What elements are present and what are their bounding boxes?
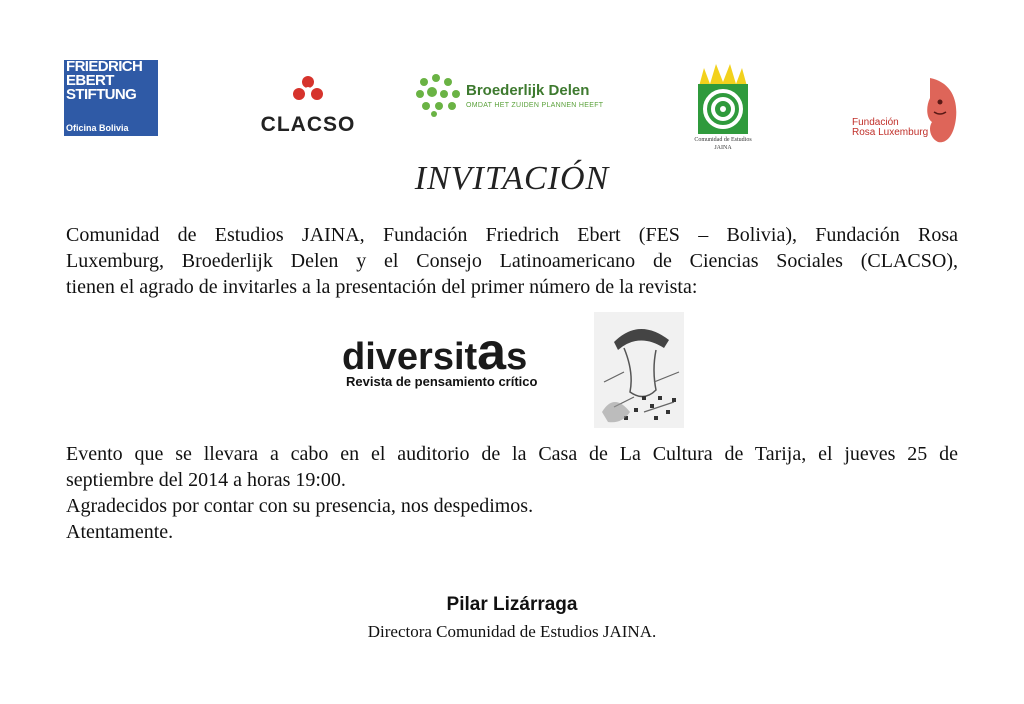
jaina-caption-line1: Comunidad de Estudios: [694, 137, 752, 143]
signer-role: Directora Comunidad de Estudios JAINA.: [367, 622, 657, 641]
fes-logo-line2: EBERT: [66, 72, 114, 89]
cover-sketch-icon: [594, 312, 684, 428]
broederlijk-logo-name: Broederlijk Delen: [466, 82, 590, 99]
clacso-emblem-icon: [291, 74, 325, 106]
intro-line-1: Comunidad de Estudios JAINA, Fundación Friedrich Ebert (FES – Bolivia), Fundación Rosa: [66, 224, 958, 246]
signer-name: Pilar Lizárraga: [446, 594, 578, 615]
jaina-logo: [692, 62, 754, 154]
magazine-cover-illustration: [594, 312, 684, 428]
rosa-luxemburg-logo: [850, 78, 960, 148]
clacso-logo-text: CLACSO: [260, 113, 356, 136]
broederlijk-delen-logo: [414, 72, 604, 122]
fes-logo-line3: STIFTUNG: [66, 86, 137, 103]
event-line-2: septiembre del 2014 a horas 19:00.: [66, 469, 346, 491]
event-paragraph: [66, 441, 958, 545]
fes-logo: [64, 60, 158, 136]
diversitas-subtitle: Revista de pensamiento crítico: [346, 374, 538, 389]
jaina-spiral-icon: [692, 62, 754, 136]
broederlijk-logo-tagline: OMDAT HET ZUIDEN PLANNEN HEEFT: [466, 102, 604, 109]
jaina-caption-line2: JAINA: [714, 145, 732, 151]
event-line-3: Agradecidos por contar con su presencia, nos despedimos.: [66, 495, 534, 517]
intro-line-2: Luxemburg, Broederlijk Delen y el Consejo Latinoamericano de Ciencias Sociales (CLACSO),: [66, 250, 958, 272]
rosa-logo-line1: Fundación: [852, 117, 899, 128]
fes-logo-line1: FRIEDRICH: [66, 58, 143, 75]
clacso-logo: [258, 74, 358, 134]
broederlijk-emblem-icon: [414, 72, 464, 118]
event-line-4: Atentamente.: [66, 521, 174, 543]
invitation-title: INVITACIÓN: [414, 160, 610, 197]
diversitas-name: diversitas: [342, 323, 528, 381]
intro-line-3: tienen el agrado de invitarles a la presentación del primer número de la revista:: [66, 276, 698, 298]
fes-logo-subtitle: Oficina Bolivia: [66, 123, 129, 133]
diversitas-logo: [342, 322, 582, 392]
intro-paragraph: [66, 222, 958, 300]
rosa-logo-line2: Rosa Luxemburg: [852, 127, 929, 138]
event-line-1: Evento que se llevara a cabo en el auditorio de la Casa de La Cultura de Tarija, el jueves 25 de: [66, 443, 958, 465]
